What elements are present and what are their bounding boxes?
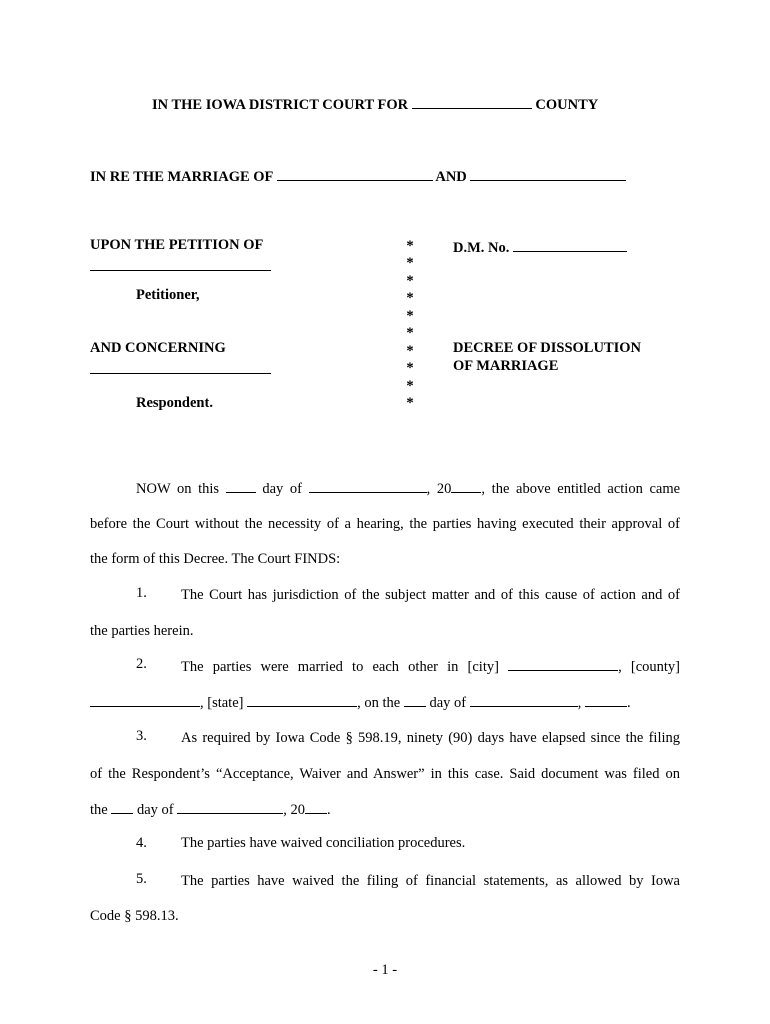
caption-star: * bbox=[406, 325, 414, 341]
caption-star: * bbox=[406, 378, 414, 394]
petition-of-label: UPON THE PETITION OF bbox=[90, 237, 264, 253]
decree-title-line1: DECREE OF DISSOLUTION bbox=[453, 340, 642, 356]
finding-5-line-1: The parties have waived the filing of financial statements, as allowed by Iowa bbox=[181, 873, 680, 889]
day-blank[interactable] bbox=[226, 478, 256, 493]
finding-1-number: 1. bbox=[136, 585, 147, 601]
petitioner-label: Petitioner, bbox=[136, 287, 200, 303]
caption-star: * bbox=[406, 308, 414, 324]
filed-year-blank[interactable] bbox=[305, 799, 327, 814]
dm-number bbox=[453, 237, 627, 257]
intro-line-2: before the Court without the necessity of a hearing, the parties having executed their approval of bbox=[90, 516, 680, 532]
finding-1-line-1: The Court has jurisdiction of the subject matter and of this cause of action and of bbox=[181, 587, 680, 603]
decree-title-line2: OF MARRIAGE bbox=[453, 358, 559, 374]
finding-3-number: 3. bbox=[136, 728, 147, 744]
filed-day-blank[interactable] bbox=[111, 799, 133, 814]
dm-number-label: D.M. No. bbox=[453, 240, 510, 256]
and-concerning-label: AND CONCERNING bbox=[90, 340, 226, 356]
marriage-and: AND bbox=[435, 169, 467, 185]
finding-3-line-2: of the Respondent’s “Acceptance, Waiver and Answer” in this case. Said document was filed on bbox=[90, 766, 680, 782]
year-blank[interactable] bbox=[451, 478, 481, 493]
dm-number-blank[interactable] bbox=[513, 237, 627, 252]
city-blank[interactable] bbox=[508, 656, 618, 671]
intro-line-3: the form of this Decree. The Court FINDS: bbox=[90, 551, 341, 567]
county-blank[interactable] bbox=[412, 94, 532, 109]
filed-month-blank[interactable] bbox=[177, 799, 283, 814]
finding-3-line-1: As required by Iowa Code § 598.19, ninety (90) days have elapsed since the filing bbox=[181, 730, 680, 746]
respondent-name-blank[interactable] bbox=[90, 373, 271, 374]
finding-4-number: 4. bbox=[136, 835, 147, 851]
marriage-prefix: IN RE THE MARRIAGE OF bbox=[90, 169, 273, 185]
finding-5-number: 5. bbox=[136, 871, 147, 887]
page-number: - 1 - bbox=[372, 962, 398, 978]
caption-star: * bbox=[406, 273, 414, 289]
caption-star: * bbox=[406, 255, 414, 271]
intro-line-1: NOW on this day of , 20 , the above entitled action came bbox=[90, 478, 680, 499]
court-heading-suffix: COUNTY bbox=[535, 97, 599, 113]
finding-5-line-2: Code § 598.13. bbox=[90, 908, 179, 924]
court-heading bbox=[152, 94, 598, 114]
county-name-blank[interactable] bbox=[90, 692, 200, 707]
caption-star: * bbox=[406, 238, 414, 254]
state-blank[interactable] bbox=[247, 692, 357, 707]
caption-star: * bbox=[406, 343, 414, 359]
finding-2-number: 2. bbox=[136, 656, 147, 672]
finding-1-line-2: the parties herein. bbox=[90, 623, 194, 639]
court-heading-prefix: IN THE IOWA DISTRICT COURT FOR bbox=[152, 97, 409, 113]
party1-blank[interactable] bbox=[277, 166, 433, 181]
petitioner-name-blank[interactable] bbox=[90, 270, 271, 271]
finding-4-line-1: The parties have waived conciliation procedures. bbox=[181, 835, 466, 851]
marriage-year-blank[interactable] bbox=[585, 692, 627, 707]
caption-star: * bbox=[406, 290, 414, 306]
finding-2-line-2: , [state] , on the day of , . bbox=[90, 692, 631, 712]
month-blank[interactable] bbox=[309, 478, 427, 493]
finding-3-line-3: the day of , 20 . bbox=[90, 799, 331, 819]
caption-star: * bbox=[406, 395, 414, 411]
caption-star: * bbox=[406, 360, 414, 376]
finding-2-line-1: The parties were married to each other in [city] , [county] bbox=[181, 656, 680, 677]
marriage-month-blank[interactable] bbox=[470, 692, 578, 707]
marriage-heading bbox=[90, 166, 626, 186]
party2-blank[interactable] bbox=[470, 166, 626, 181]
respondent-label: Respondent. bbox=[136, 395, 213, 411]
marriage-day-blank[interactable] bbox=[404, 692, 426, 707]
